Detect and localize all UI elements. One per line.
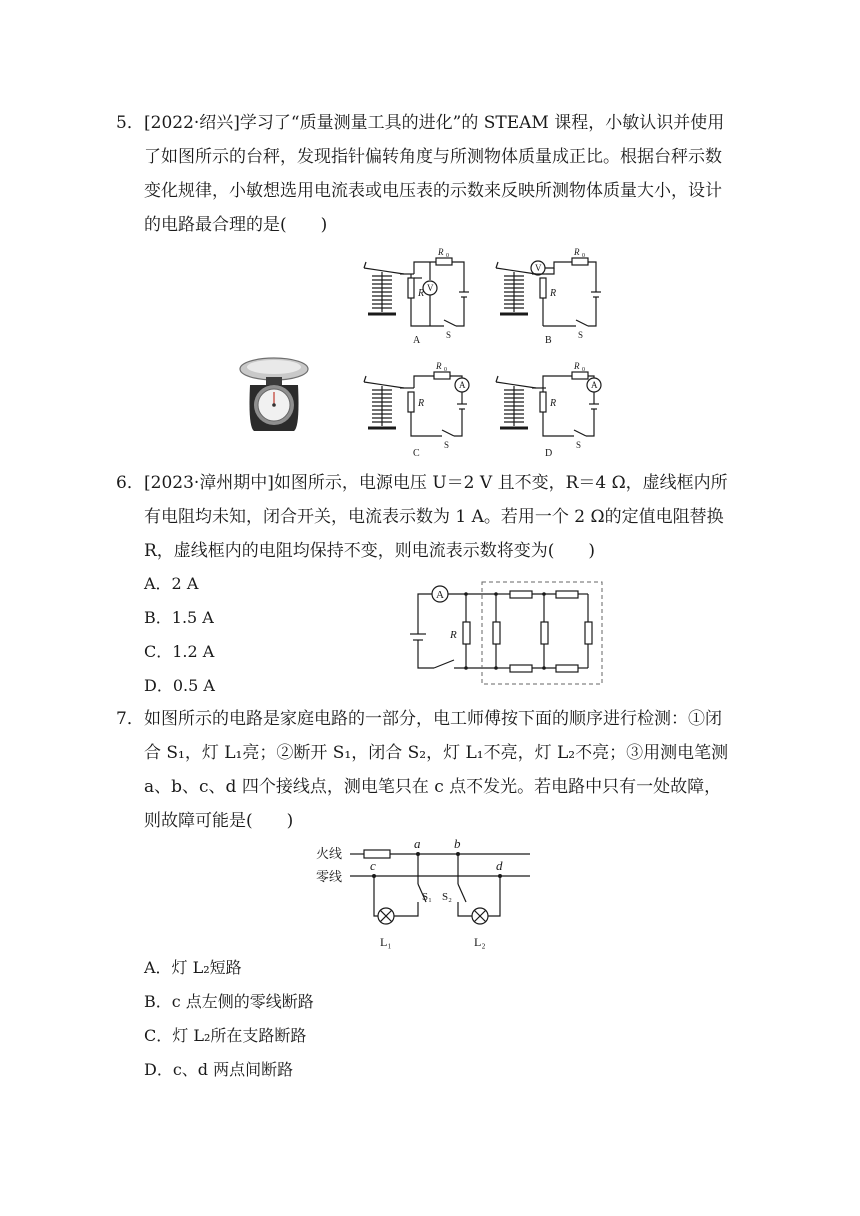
resistor-r-label: R xyxy=(418,398,425,409)
option-a[interactable]: A．灯 L₂短路 xyxy=(144,958,242,977)
switch-s2-label: S₂ xyxy=(442,891,452,903)
resistor-r0-subscript: 0 xyxy=(582,367,585,373)
option-b[interactable]: B．1.5 A xyxy=(144,608,214,627)
circuit-d xyxy=(492,356,610,460)
question-text: [2022·绍兴]学习了“质量测量工具的进化”的 STEAM 课程，小敏认识并使用了如图所示的台秤，发现指针偏转角度与所测物体质量成正比。根据台秤示数变化规律，小敏想选用电流表或电压表的示数来反映所测物体质量大小，设计的电路最合理的是( ) xyxy=(144,113,725,235)
option-d[interactable]: D．c、d 两点间断路 xyxy=(144,1060,294,1079)
ammeter-label: A xyxy=(591,380,598,390)
resistor-r0-label: R xyxy=(574,361,580,371)
question-number: 5． xyxy=(116,113,144,133)
resistor-r0-label: R xyxy=(574,247,580,257)
circuit-a xyxy=(360,242,478,346)
switch-label: S xyxy=(446,330,452,340)
question-5 xyxy=(116,106,736,242)
option-c-label: C xyxy=(413,448,420,459)
switch-s1-label: S₁ xyxy=(422,891,432,903)
circuit-c xyxy=(360,356,478,460)
ammeter-label: A xyxy=(459,380,466,390)
lamp-l2-label: L₂ xyxy=(474,935,486,949)
q7-household-circuit xyxy=(314,836,536,952)
option-c[interactable]: C．1.2 A xyxy=(144,642,215,661)
q6-circuit-diagram xyxy=(406,578,606,688)
ammeter-label: A xyxy=(436,589,444,601)
voltmeter-label: V xyxy=(535,263,542,273)
resistor-r0-label: R xyxy=(438,247,444,257)
resistor-r-label: R xyxy=(418,288,425,299)
live-wire-label: 火线 xyxy=(316,846,343,861)
question-text: [2023·漳州期中]如图所示，电源电压 U＝2 V 且不变，R＝4 Ω，虚线框内所有电阻均未知，闭合开关，电流表示数为 1 A。若用一个 2 Ω的定值电阻替换 R，虚线框内的电阻均保持不变，则电流表示数将变为( ) xyxy=(144,473,728,561)
option-a[interactable]: A．2 A xyxy=(144,574,199,593)
resistor-r-label: R xyxy=(450,629,457,641)
question-7 xyxy=(116,702,736,838)
point-d-label: d xyxy=(496,858,503,873)
option-d-label: D xyxy=(545,448,553,459)
lamp-l1-label: L₁ xyxy=(380,935,392,949)
question-number: 7． xyxy=(116,709,144,729)
point-c-label: c xyxy=(370,858,376,873)
option-b[interactable]: B．c 点左侧的零线断路 xyxy=(144,992,314,1011)
option-b-label: B xyxy=(545,335,552,346)
voltmeter-label: V xyxy=(427,283,434,293)
option-d[interactable]: D．0.5 A xyxy=(144,676,215,695)
resistor-r-label: R xyxy=(550,288,557,299)
circuit-b xyxy=(492,242,610,346)
question-6 xyxy=(116,466,736,568)
resistor-r0-subscript: 0 xyxy=(582,253,585,259)
point-a-label: a xyxy=(414,836,421,851)
switch-label: S xyxy=(578,330,584,340)
neutral-wire-label: 零线 xyxy=(316,869,343,884)
resistor-r0-subscript: 0 xyxy=(446,253,449,259)
point-b-label: b xyxy=(454,836,461,851)
switch-label: S xyxy=(576,440,582,450)
option-c[interactable]: C．灯 L₂所在支路断路 xyxy=(144,1026,307,1045)
resistor-r0-subscript: 0 xyxy=(444,367,447,373)
scale-photo xyxy=(236,355,312,435)
question-number: 6． xyxy=(116,473,144,493)
option-a-label: A xyxy=(413,335,421,346)
question-text: 如图所示的电路是家庭电路的一部分，电工师傅按下面的顺序进行检测：①闭合 S₁，灯 L₁亮；②断开 S₁，闭合 S₂，灯 L₁不亮，灯 L₂不亮；③用测电笔测 a、b、c、d 四个接线点，测电笔只在 c 点不发光。若电路中只有一处故障，则故障可能是( ) xyxy=(144,709,729,831)
resistor-r-label: R xyxy=(550,398,557,409)
switch-label: S xyxy=(444,440,450,450)
resistor-r0-label: R xyxy=(436,361,442,371)
